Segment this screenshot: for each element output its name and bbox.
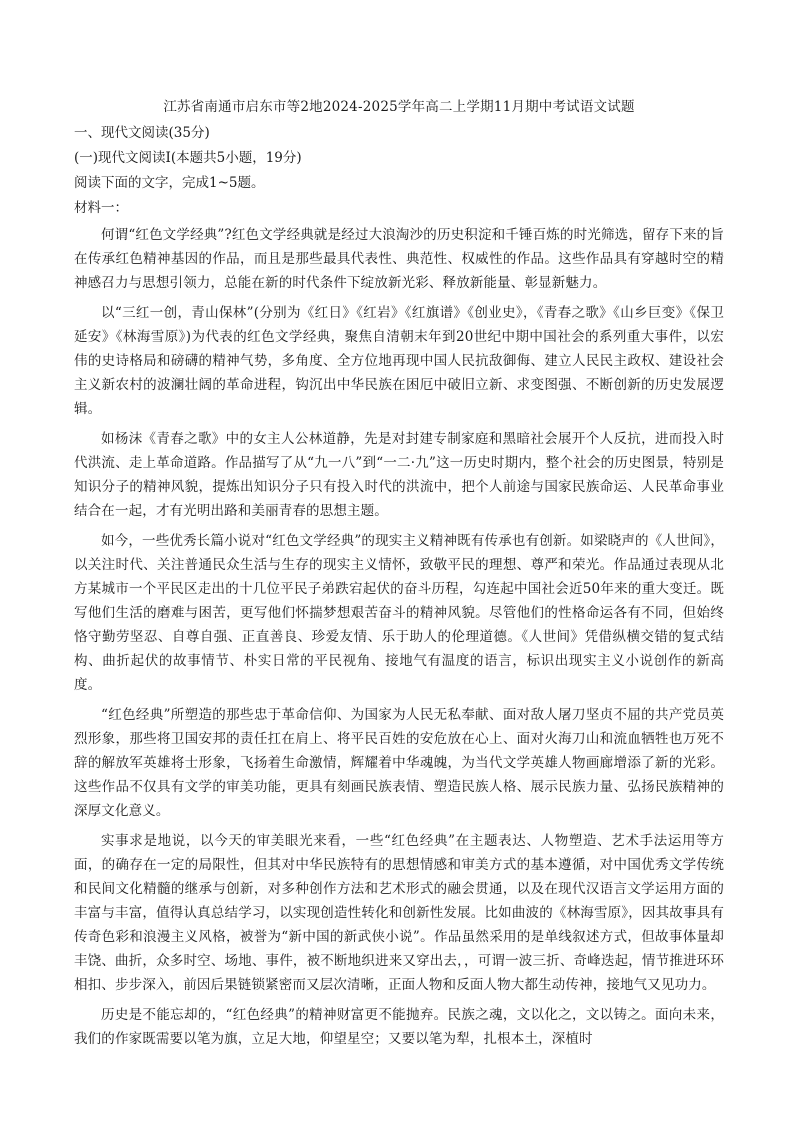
paragraph-5: “红色经典”所塑造的那些忠于革命信仰、为国家为人民无私奉献、面对敌人屠刀坚贞不屈的共产党员英烈形象，那些将卫国安邦的责任扛在肩上、将平民百姓的安危放在心上、面对火海刀山和流血牺牲也万死不辞的解放军英雄将士形象，飞扬着生命激情，辉耀着中华魂魄，为当代文学英雄人物画廊增添了新的光彩。这些作品不仅具有文学的审美功能，更具有刻画民族表情、塑造民族人格、展示民族力量、弘扬民族精神的深厚文化意义。 <box>74 707 724 819</box>
paragraph-6: 实事求是地说，以今天的审美眼光来看，一些“红色经典”在主题表达、人物塑造、艺术手法运用等方面，的确存在一定的局限性，但其对中华民族特有的思想情感和审美方式的基本遵循，对中国优秀文学传统和民间文化精髓的继承与创新，对多种创作方法和艺术形式的融会贯通，以及在现代汉语言文学运用方面的丰富与丰富，值得认真总结学习，以实现创造性转化和创新性发展。比如曲波的《林海雪原》，因其故事具有传奇色彩和浪漫主义风格，被誉为“新中国的新武侠小说”。作品虽然采用的是单线叙述方式，但故事体量却丰饶、曲折，众多时空、场地、事件，被不断地织进来又穿出去，，可谓一波三折、奇峰迭起，情节推进环环相扣、步步深入，前因后果链锁紧密而又层次清晰，正面人物和反面人物大都生动传神，接地气又见功力。 <box>74 833 724 993</box>
paragraph-7: 历史是不能忘却的，“红色经典”的精神财富更不能抛弃。民族之魂，文以化之，文以铸之。面向未来，我们的作家既需要以笔为旗，立足大地，仰望星空；又要以笔为犁，扎根本土，深植时 <box>74 1007 724 1047</box>
paragraph-4: 如今，一些优秀长篇小说对“红色文学经典”的现实主义精神既有传承也有创新。如梁晓声的《人世间》，以关注时代、关注普通民众生活与生存的现实主义情怀，致敬平民的理想、尊严和荣光。作品通过表现从北方某城市一个平民区走出的十几位平民子弟跌宕起伏的奋斗历程，勾连起中国社会近50年来的重大变迁。既写他们生活的磨难与困苦，更写他们怀揣梦想艰苦奋斗的精神风貌。尽管他们的性格命运各有不同，但始终恪守勤劳坚忍、自尊自强、正直善良、珍爱友情、乐于助人的伦理道德。《人世间》凭借纵横交错的复式结构、曲折起伏的故事情节、朴实日常的平民视角、接地气有温度的语言，标识出现实主义小说创作的新高度。 <box>74 533 724 693</box>
instruction-text: 阅读下面的文字，完成1~5题。 <box>74 175 265 191</box>
document-page <box>74 98 724 1057</box>
section-heading: 一、现代文阅读(35分) <box>74 125 210 141</box>
paragraph-1: 何谓“红色文学经典”?红色文学经典就是经过大浪淘沙的历史积淀和千锤百炼的时光筛选，留存下来的旨在传承红色精神基因的作品，而且是那些最具代表性、典范性、权威性的作品。这些作品具有穿越时空的精神感召力与思想引领力，总能在新的时代条件下绽放新光彩、释放新能量、彰显新魅力。 <box>74 227 724 291</box>
paragraph-2: 以“三红一创，青山保林”(分别为《红日》《红岩》《红旗谱》《创业史》，《青春之歌》《山乡巨变》《保卫延安》《林海雪原》)为代表的红色文学经典，聚焦自清朝末年到20世纪中期中国社会的系列重大事件，以宏伟的史诗格局和磅礴的精神气势，多角度、全方位地再现中国人民抗敌御侮、建立人民民主政权、建设社会主义新农村的波澜壮阔的革命进程，钩沉出中华民族在困厄中破旧立新、求变图强、不断创新的历史发展逻辑。 <box>74 305 724 417</box>
material-label: 材料一： <box>74 200 128 216</box>
document-title: 江苏省南通市启东市等2地2024-2025学年高二上学期11月期中考试语文试题 <box>163 99 635 115</box>
subsection-heading: (一)现代文阅读Ⅰ(本题共5小题，19分) <box>74 150 302 166</box>
paragraph-3: 如杨沫《青春之歌》中的女主人公林道静，先是对封建专制家庭和黑暗社会展开个人反抗，进而投入时代洪流、走上革命道路。作品描写了从“九一八”到“一二·九”这一历史时期内，整个社会的历史图景，特别是知识分子的精神风貌，提炼出知识分子只有投入时代的洪流中，把个人前途与国家民族命运、人民革命事业结合在一起，才有光明出路和美丽青春的思想主题。 <box>74 431 724 519</box>
